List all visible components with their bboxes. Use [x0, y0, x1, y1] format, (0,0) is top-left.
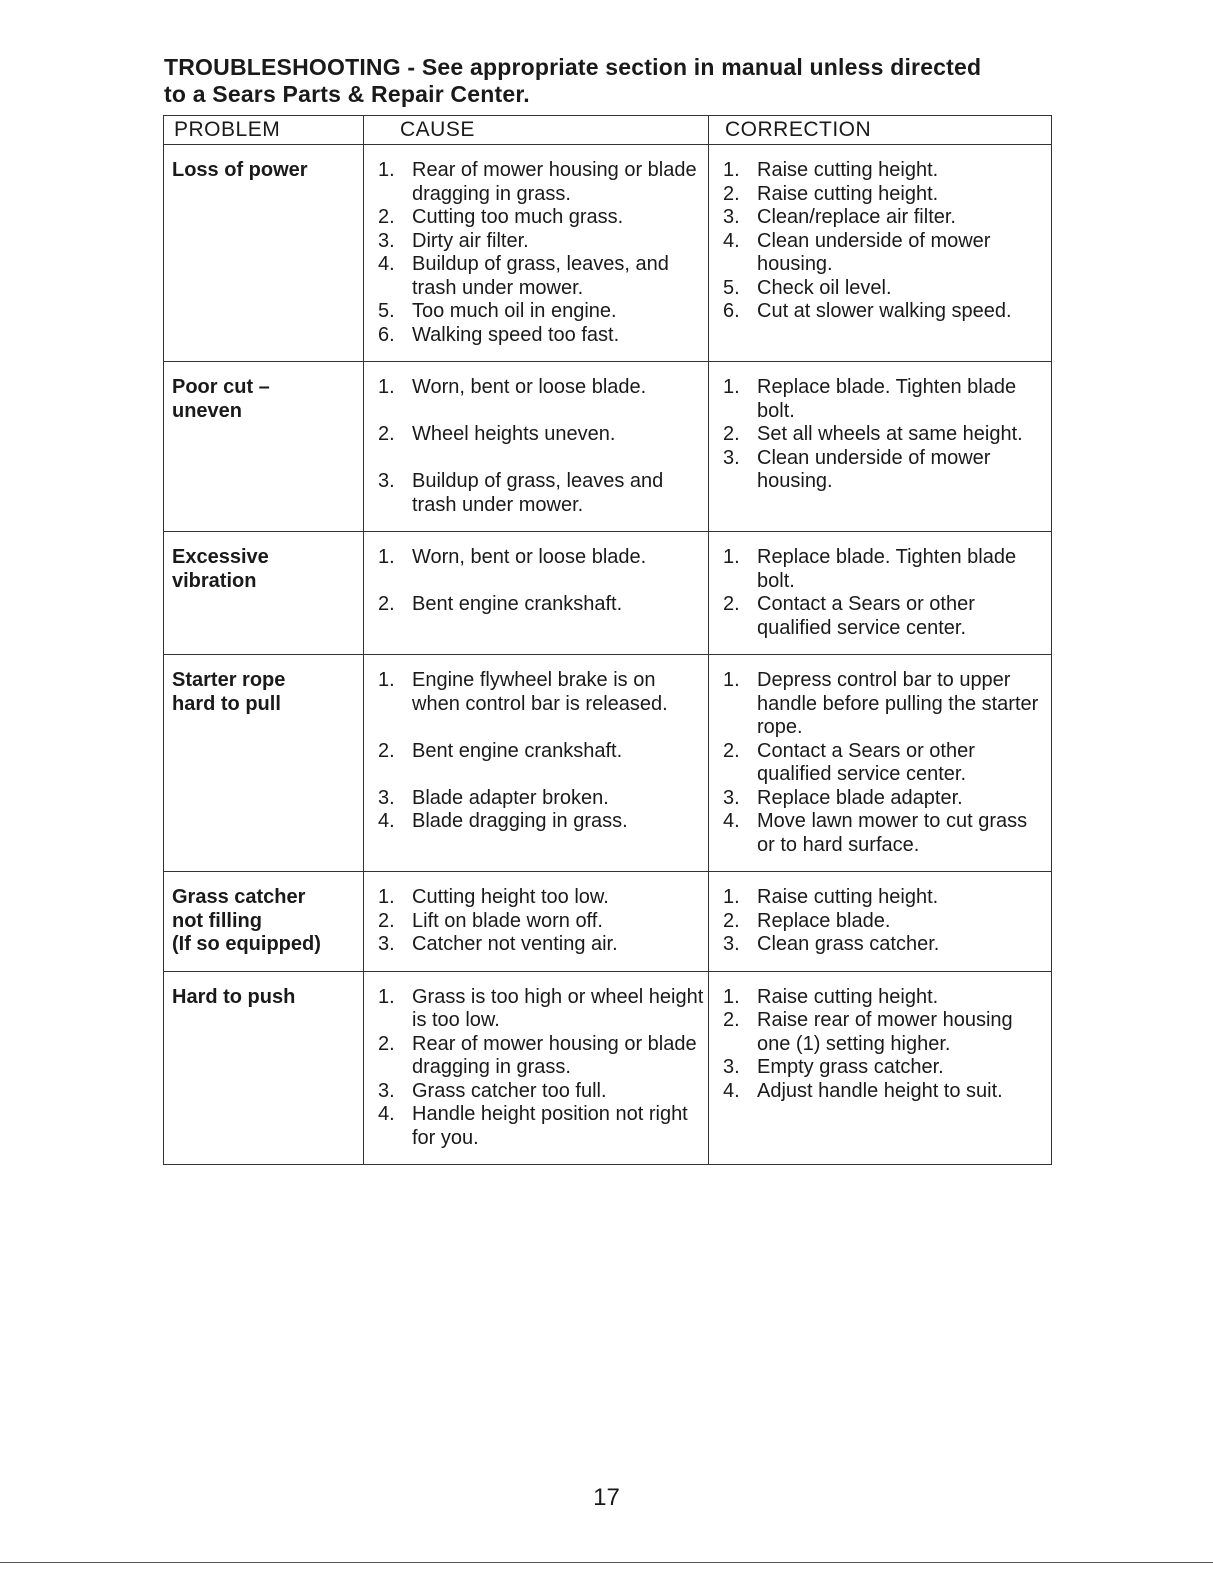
- list-item: [372, 740, 704, 764]
- correction-cell: [709, 362, 1052, 532]
- cause-list: [372, 669, 704, 834]
- list-item: [372, 810, 704, 834]
- item-text: Clean grass catcher.: [757, 933, 940, 955]
- list-item: [717, 669, 1047, 740]
- item-text: Blade adapter broken.: [412, 786, 609, 809]
- item-number: 4.: [723, 1079, 740, 1102]
- cause-list: [372, 376, 704, 517]
- item-text: Wheel heights uneven.: [412, 423, 616, 445]
- item-number: 3.: [378, 786, 395, 809]
- item-text: Buildup of grass, leaves, and trash under mower.: [412, 253, 669, 299]
- item-text: Raise cutting height.: [757, 159, 939, 181]
- list-item: [372, 546, 704, 570]
- list-item: [372, 230, 704, 254]
- item-number: 2.: [723, 1009, 740, 1031]
- cause-cell: [364, 655, 709, 872]
- list-item: [372, 986, 704, 1033]
- item-text: Raise rear of mower housing one (1) setting higher.: [757, 1009, 1013, 1055]
- item-text: Walking speed too fast.: [412, 323, 620, 346]
- item-number: 1.: [378, 376, 395, 398]
- correction-cell: [709, 872, 1052, 972]
- item-number: 4.: [723, 229, 740, 252]
- problem-text: Grass catcher: [172, 886, 306, 908]
- item-number: 2.: [378, 423, 395, 445]
- list-item: [717, 1080, 1047, 1104]
- item-text: Dirty air filter.: [412, 229, 529, 252]
- table-row: [164, 655, 1052, 872]
- problem-text: Poor cut –: [172, 376, 270, 398]
- cause-cell: [364, 532, 709, 655]
- cause-cell: [364, 971, 709, 1165]
- item-text: Cut at slower walking speed.: [757, 300, 1012, 322]
- item-number: 1.: [723, 376, 740, 398]
- item-text: Grass catcher too full.: [412, 1079, 607, 1102]
- list-item: [372, 1103, 704, 1150]
- item-text: Worn, bent or loose blade.: [412, 376, 647, 398]
- item-number: 2.: [378, 206, 395, 228]
- cause-cell: [364, 145, 709, 362]
- item-number: 1.: [378, 886, 395, 908]
- item-number: 1.: [723, 546, 740, 568]
- item-number: 1.: [723, 985, 740, 1008]
- problem-cell: [164, 971, 364, 1165]
- list-item: [717, 1009, 1047, 1056]
- item-number: 2.: [723, 423, 740, 445]
- item-text: Check oil level.: [757, 276, 892, 299]
- list-item: [372, 423, 704, 447]
- table-row: [164, 362, 1052, 532]
- correction-list: [717, 376, 1047, 494]
- item-text: Contact a Sears or other qualified service center.: [757, 593, 975, 639]
- problem-cell: [164, 655, 364, 872]
- list-item: [372, 910, 704, 934]
- item-text: Contact a Sears or other qualified service center.: [757, 739, 975, 785]
- item-text: Too much oil in engine.: [412, 300, 617, 322]
- correction-cell: [709, 655, 1052, 872]
- item-text: Raise cutting height.: [757, 886, 939, 908]
- item-number: 1.: [378, 159, 395, 181]
- item-text: Clean underside of mower housing.: [757, 229, 991, 275]
- problem-text: uneven: [172, 399, 243, 422]
- problem-text: Loss of power: [172, 159, 308, 181]
- item-number: 3.: [378, 1079, 395, 1102]
- list-item: [372, 1080, 704, 1104]
- item-text: Grass is too high or wheel height is too low.: [412, 985, 704, 1031]
- list-item: [372, 1033, 704, 1080]
- item-number: 5.: [723, 276, 740, 299]
- table-row: [164, 971, 1052, 1165]
- list-item: [717, 810, 1047, 857]
- item-text: Catcher not venting air.: [412, 933, 618, 955]
- list-item: [717, 159, 1047, 183]
- problem-text: (If so equipped): [172, 933, 321, 955]
- table-row: [164, 532, 1052, 655]
- page-heading: [164, 54, 1064, 108]
- list-item: [717, 300, 1047, 324]
- table-row: [164, 872, 1052, 972]
- problem-cell: [164, 145, 364, 362]
- item-text: Clean/replace air filter.: [757, 206, 956, 228]
- item-number: 4.: [378, 810, 395, 832]
- item-text: Raise cutting height.: [757, 985, 939, 1008]
- cause-cell: [364, 362, 709, 532]
- item-number: 1.: [723, 159, 740, 181]
- item-text: Blade dragging in grass.: [412, 810, 628, 832]
- table-body: [164, 145, 1052, 1165]
- correction-list: [717, 886, 1047, 957]
- item-number: 2.: [378, 909, 395, 932]
- troubleshooting-table: [163, 115, 1052, 1165]
- header-cause: CAUSE: [364, 116, 709, 145]
- item-number: 2.: [723, 593, 740, 615]
- correction-list: [717, 986, 1047, 1104]
- item-text: Replace blade. Tighten blade bolt.: [757, 376, 1017, 422]
- item-number: 2.: [378, 1032, 395, 1055]
- item-text: Empty grass catcher.: [757, 1056, 944, 1078]
- heading-line-2: to a Sears Parts & Repair Center.: [164, 81, 530, 107]
- list-item: [717, 910, 1047, 934]
- correction-cell: [709, 532, 1052, 655]
- item-text: Replace blade. Tighten blade bolt.: [757, 546, 1017, 592]
- list-item: [717, 593, 1047, 640]
- item-text: Lift on blade worn off.: [412, 909, 603, 932]
- list-item: [372, 787, 704, 811]
- list-item: [372, 593, 704, 617]
- item-number: 2.: [378, 593, 395, 615]
- item-text: Worn, bent or loose blade.: [412, 546, 647, 568]
- list-item: [717, 277, 1047, 301]
- item-number: 1.: [723, 669, 740, 691]
- cause-cell: [364, 872, 709, 972]
- header-problem: PROBLEM: [164, 116, 364, 145]
- item-number: 1.: [723, 886, 740, 908]
- problem-text: not filling: [172, 909, 262, 932]
- item-text: Clean underside of mower housing.: [757, 446, 991, 492]
- list-item: [717, 206, 1047, 230]
- item-text: Raise cutting height.: [757, 182, 939, 205]
- item-number: 1.: [378, 669, 395, 691]
- item-text: Depress control bar to upper handle before pulling the starter rope.: [757, 669, 1039, 738]
- list-item: [717, 423, 1047, 447]
- item-number: 3.: [378, 229, 395, 252]
- list-item: [717, 447, 1047, 494]
- item-number: 2.: [723, 909, 740, 932]
- list-item: [372, 669, 704, 716]
- cause-list: [372, 159, 704, 347]
- item-text: Rear of mower housing or blade dragging in grass.: [412, 1032, 697, 1078]
- item-number: 2.: [723, 739, 740, 762]
- item-text: Bent engine crankshaft.: [412, 739, 623, 762]
- item-number: 6.: [723, 300, 740, 322]
- item-text: Engine flywheel brake is on when control bar is released.: [412, 669, 668, 715]
- cause-list: [372, 886, 704, 957]
- list-item: [717, 933, 1047, 957]
- item-text: Replace blade adapter.: [757, 786, 963, 809]
- correction-list: [717, 546, 1047, 640]
- item-text: Set all wheels at same height.: [757, 423, 1023, 445]
- list-item: [372, 933, 704, 957]
- item-text: Buildup of grass, leaves and trash under mower.: [412, 470, 664, 516]
- item-number: 2.: [723, 182, 740, 205]
- item-text: Handle height position not right for you.: [412, 1103, 688, 1149]
- item-number: 3.: [723, 933, 740, 955]
- item-number: 3.: [378, 470, 395, 492]
- table-header-row: [164, 116, 1052, 145]
- item-text: Rear of mower housing or blade dragging in grass.: [412, 159, 697, 205]
- list-item: [717, 230, 1047, 277]
- list-item: [717, 1056, 1047, 1080]
- item-number: 3.: [723, 786, 740, 809]
- cause-list: [372, 986, 704, 1151]
- item-number: 2.: [378, 739, 395, 762]
- correction-cell: [709, 971, 1052, 1165]
- correction-list: [717, 159, 1047, 324]
- item-text: Replace blade.: [757, 909, 891, 932]
- problem-cell: [164, 872, 364, 972]
- cause-list: [372, 546, 704, 617]
- problem-text: Excessive: [172, 546, 269, 568]
- table-row: [164, 145, 1052, 362]
- item-number: 3.: [723, 1056, 740, 1078]
- header-correction: CORRECTION: [709, 116, 1052, 145]
- list-item: [372, 300, 704, 324]
- item-number: 3.: [723, 446, 740, 469]
- problem-text: Hard to push: [172, 985, 296, 1008]
- list-item: [717, 376, 1047, 423]
- list-item: [717, 787, 1047, 811]
- list-item: [372, 159, 704, 206]
- list-item: [372, 376, 704, 400]
- item-number: 6.: [378, 323, 395, 346]
- item-number: 1.: [378, 546, 395, 568]
- item-number: 4.: [378, 1103, 395, 1125]
- list-item: [717, 740, 1047, 787]
- item-text: Adjust handle height to suit.: [757, 1079, 1003, 1102]
- list-item: [717, 546, 1047, 593]
- item-text: Move lawn mower to cut grass or to hard surface.: [757, 810, 1028, 856]
- item-number: 5.: [378, 300, 395, 322]
- problem-cell: [164, 362, 364, 532]
- list-item: [372, 253, 704, 300]
- list-item: [717, 183, 1047, 207]
- bottom-rule: [0, 1562, 1213, 1563]
- item-number: 3.: [723, 206, 740, 228]
- problem-text: vibration: [172, 569, 257, 592]
- correction-cell: [709, 145, 1052, 362]
- item-text: Bent engine crankshaft.: [412, 593, 623, 615]
- list-item: [372, 206, 704, 230]
- problem-text: hard to pull: [172, 692, 281, 715]
- item-number: 1.: [378, 985, 395, 1008]
- list-item: [717, 986, 1047, 1010]
- problem-cell: [164, 532, 364, 655]
- list-item: [372, 470, 704, 517]
- heading-line-1: TROUBLESHOOTING - See appropriate section in manual unless directed: [164, 54, 982, 80]
- item-text: Cutting too much grass.: [412, 206, 624, 228]
- list-item: [372, 324, 704, 348]
- list-item: [717, 886, 1047, 910]
- page-number: 17: [593, 1484, 620, 1511]
- correction-list: [717, 669, 1047, 857]
- list-item: [372, 886, 704, 910]
- item-number: 3.: [378, 933, 395, 955]
- problem-text: Starter rope: [172, 669, 286, 691]
- item-text: Cutting height too low.: [412, 886, 609, 908]
- item-number: 4.: [378, 253, 395, 275]
- item-number: 4.: [723, 810, 740, 832]
